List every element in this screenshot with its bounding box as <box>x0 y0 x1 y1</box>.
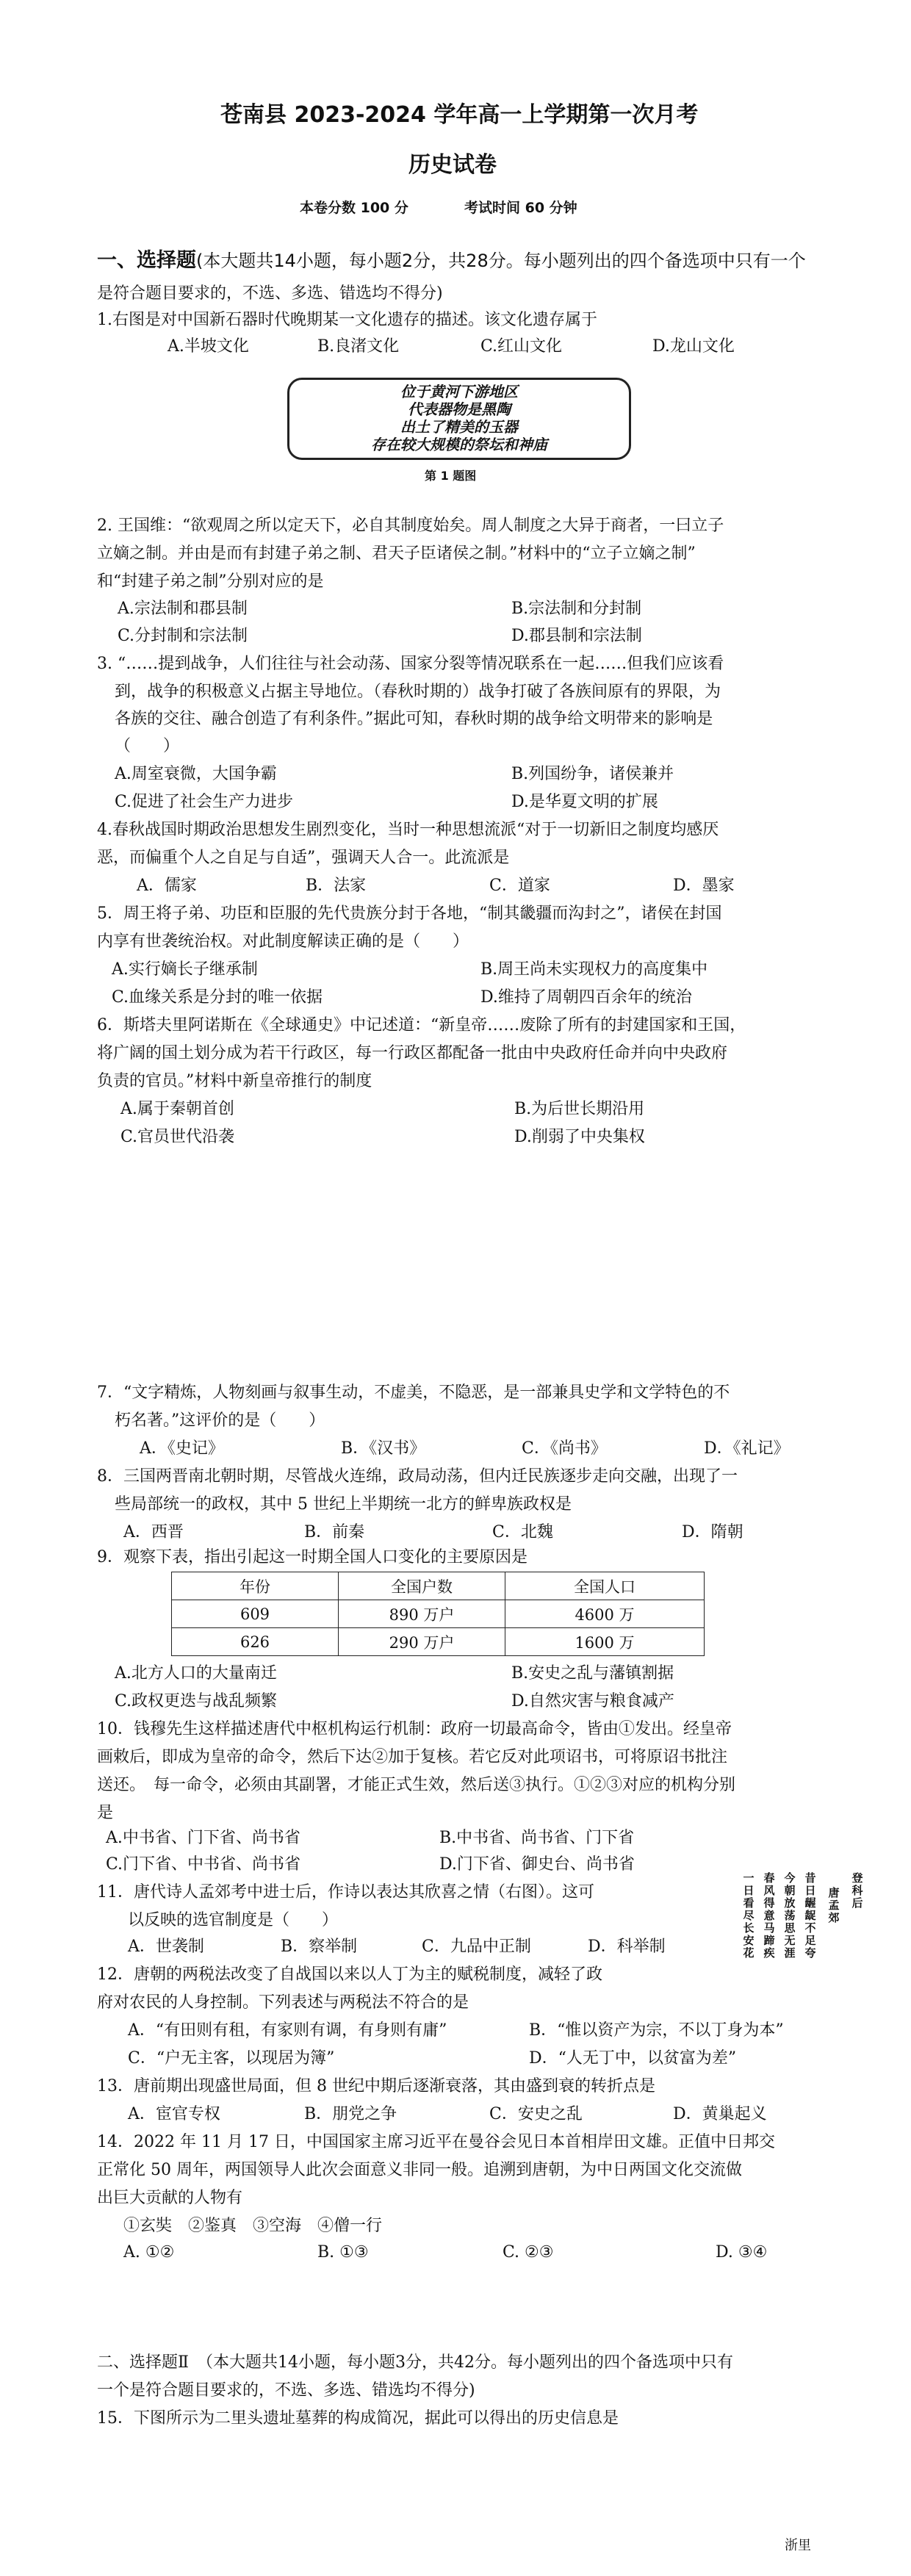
q5-line: 内享有世袭统治权。对此制度解读正确的是（ ） <box>97 932 469 951</box>
time-info: 考试时间 60 分钟 <box>464 200 577 216</box>
q7-line: 朽名著。”这评价的是（ ） <box>115 1411 325 1430</box>
q12-line: 12．唐朝的两税法改变了自战国以来以人丁为主的赋税制度，减轻了政 <box>97 1965 602 1984</box>
q10-option-b: B.中书省、尚书省、门下省 <box>439 1829 635 1847</box>
q1-figure-caption: 第 1 题图 <box>425 469 477 483</box>
q7-option-b: B．《汉书》 <box>341 1439 426 1458</box>
section2-heading: 二、选择题Ⅱ （本大题共14小题，每小题3分，共42分。每小题列出的四个备选项中只有 <box>97 2353 733 2372</box>
q4-line: 4.春秋战国时期政治思想发生剧烈变化，当时一种思想流派“对于一切新旧之制度均感厌 <box>97 821 719 839</box>
q3-line: 各族的交往、融合创造了有利条件。”据此可知，春秋时期的战争给文明带来的影响是 <box>115 710 713 728</box>
q11-option-d: D．科举制 <box>588 1938 666 1956</box>
score-info: 本卷分数 100 分 <box>300 200 408 216</box>
table-header-row <box>172 1572 705 1600</box>
q9-stem: 9．观察下表，指出引起这一时期全国人口变化的主要原因是 <box>97 1548 527 1566</box>
q3-option-d: D.是华夏文明的扩展 <box>511 793 658 811</box>
q7-option-d: D．《礼记》 <box>704 1439 790 1458</box>
q5-option-a: A.实行嫡长子继承制 <box>112 960 258 979</box>
q3-line: 3. “……提到战争，人们往往与社会动荡、国家分裂等情况联系在一起……但我们应该看 <box>97 655 724 673</box>
q10-option-d: D.门下省、御史台、尚书省 <box>439 1855 635 1874</box>
q15-line: 15．下图所示为二里头遗址墓葬的构成简况，据此可以得出的历史信息是 <box>97 2409 619 2428</box>
poem-column: 昔日龌龊不足夸 <box>804 1871 816 1960</box>
q6-option-c: C.官员世代沿袭 <box>120 1128 235 1146</box>
poem-column: 春风得意马蹄疾 <box>763 1871 775 1960</box>
q2-line: 2. 王国维：“欲观周之所以定天下，必自其制度始矣。周人制度之大异于商者，一曰立子 <box>97 517 724 535</box>
q13-option-b: B．朋党之争 <box>304 2105 397 2123</box>
q7-line: 7．“文字精炼，人物刻画与叙事生动，不虚美，不隐恶，是一部兼具史学和文学特色的不 <box>97 1384 730 1402</box>
q11-option-b: B．察举制 <box>281 1938 358 1956</box>
q1-figure-line: 出土了精美的玉器 <box>400 418 518 436</box>
q11-line: 以反映的选官制度是（ ） <box>128 1911 339 1929</box>
q1-figure-box <box>287 378 631 460</box>
q12-option-a: A．“有田则有租，有家则有调，有身则有庸” <box>128 2021 447 2040</box>
q12-line: 府对农民的人身控制。下列表述与两税法不符合的是 <box>97 1993 469 2012</box>
q7-option-c: C．《尚书》 <box>522 1439 607 1458</box>
section1-heading <box>97 248 806 273</box>
q3-line: （ ） <box>115 737 180 755</box>
poem-image <box>705 1872 867 1982</box>
q5-option-b: B.周王尚未实现权力的高度集中 <box>480 960 708 979</box>
q14-line: 出巨大贡献的人物有 <box>97 2189 243 2207</box>
q14-line: 正常化 50 周年，两国领导人此次会面意义非同一般。追溯到唐朝，为中日两国文化交流做 <box>97 2161 742 2179</box>
q7-option-a: A．《史记》 <box>140 1439 224 1458</box>
q14-option-a: A. ①② <box>123 2243 175 2262</box>
q2-line: 和“封建子弟之制”分别对应的是 <box>97 572 324 591</box>
q8-option-c: C．北魏 <box>492 1523 553 1541</box>
q12-option-c: C．“户无主客，以现居为簿” <box>128 2049 335 2068</box>
section1-intro-cont: 是符合题目要求的，不选、多选、错选均不得分) <box>97 284 443 303</box>
q11-option-c: C．九品中正制 <box>422 1938 531 1956</box>
q2-option-b: B.宗法制和分封制 <box>511 600 642 618</box>
table-cell: 1600 万 <box>505 1628 705 1656</box>
exam-title: 苍南县 2023-2024 学年高一上学期第一次月考 <box>220 102 699 128</box>
q14-items: ①玄奘 ②鉴真 ③空海 ④僧一行 <box>123 2217 383 2235</box>
footer-mark: 浙里 <box>785 2538 811 2553</box>
q10-line: 画敕后，即成为皇帝的命令，然后下达②加于复核。若它反对此项诏书，可将原诏书批注 <box>97 1748 728 1766</box>
q9-option-b: B.安史之乱与藩镇割据 <box>511 1664 674 1683</box>
q6-line: 将广阔的国土划分成为若干行政区，每一行政区都配备一批由中央政府任命并向中央政府 <box>97 1044 728 1062</box>
table-cell: 4600 万 <box>505 1600 705 1628</box>
q1-figure-line: 代表器物是黑陶 <box>408 400 511 418</box>
q8-option-b: B．前秦 <box>304 1523 365 1541</box>
q2-line: 立嫡之制。并由是而有封建子弟之制、君天子臣诸侯之制。”材料中的“立子立嫡之制” <box>97 544 696 563</box>
table-cell: 890 万户 <box>339 1600 505 1628</box>
q4-option-a: A．儒家 <box>137 877 197 895</box>
q6-line: 6．斯塔夫里阿诺斯在《全球通史》中记述道：“新皇帝……废除了所有的封建国家和王国， <box>97 1016 746 1035</box>
q1-option-c: C.红山文化 <box>480 337 563 356</box>
q1-figure-line: 位于黄河下游地区 <box>400 383 518 400</box>
q8-option-d: D．隋朝 <box>682 1523 743 1541</box>
q9-option-c: C.政权更迭与战乱频繁 <box>115 1692 278 1710</box>
poem-column: 一日看尽长安花 <box>743 1871 755 1960</box>
q13-line: 13．唐前期出现盛世局面，但 8 世纪中期后逐渐衰落，其由盛到衰的转折点是 <box>97 2077 655 2095</box>
section1-title: 一、选择题 <box>97 249 196 272</box>
q5-line: 5．周王将子弟、功臣和臣服的先代贵族分封于各地，“制其畿疆而沟封之”，诸侯在封国 <box>97 904 722 923</box>
q9-population-table <box>171 1572 705 1656</box>
q6-option-d: D.削弱了中央集权 <box>514 1128 645 1146</box>
poem-title: 登科后 <box>851 1871 863 1910</box>
q13-option-c: C．安史之乱 <box>489 2105 583 2123</box>
q8-line: 8．三国两晋南北朝时期，尽管战火连绵，政局动荡，但内迁民族逐步走向交融，出现了一 <box>97 1467 738 1486</box>
table-header-cell: 全国人口 <box>505 1572 705 1600</box>
q10-line: 送还。 每一命令，必须由其副署，才能正式生效，然后送③执行。①②③对应的机构分别 <box>97 1776 736 1794</box>
q8-line: 些局部统一的政权，其中 5 世纪上半期统一北方的鲜卑族政权是 <box>115 1495 572 1514</box>
subject-title: 历史试卷 <box>408 152 497 178</box>
q1-figure-line: 存在较大规模的祭坛和神庙 <box>371 436 547 453</box>
q13-option-d: D．黄巢起义 <box>673 2105 767 2123</box>
table-header-cell: 全国户数 <box>339 1572 505 1600</box>
q14-option-d: D. ③④ <box>716 2243 768 2262</box>
section2-intro: 一个是符合题目要求的，不选、多选、错选均不得分) <box>97 2381 475 2400</box>
q14-option-b: B. ①③ <box>317 2243 369 2262</box>
q1-option-d: D.龙山文化 <box>652 337 735 356</box>
table-row <box>172 1628 705 1656</box>
table-header-cell: 年份 <box>172 1572 339 1600</box>
table-cell: 626 <box>172 1628 339 1656</box>
q4-option-b: B．法家 <box>306 877 367 895</box>
q14-option-c: C. ②③ <box>503 2243 554 2262</box>
section1-intro: (本大题共14小题，每小题2分，共28分。每小题列出的四个备选项中只有一个 <box>196 251 806 271</box>
table-cell: 609 <box>172 1600 339 1628</box>
q10-line: 是 <box>97 1804 114 1822</box>
q1-stem: 1.右图是对中国新石器时代晚期某一文化遗存的描述。该文化遗存属于 <box>97 311 597 329</box>
q10-option-a: A.中书省、门下省、尚书省 <box>106 1829 300 1847</box>
q4-option-d: D．墨家 <box>673 877 735 895</box>
q12-option-b: B．“惟以资产为宗，不以丁身为本” <box>529 2021 784 2040</box>
q8-option-a: A．西晋 <box>123 1523 184 1541</box>
q3-line: 到，战争的积极意义占据主导地位。（春秋时期的）战争打破了各族间原有的界限，为 <box>115 683 721 701</box>
q5-option-d: D.维持了周朝四百余年的统治 <box>480 988 692 1007</box>
table-cell: 290 万户 <box>339 1628 505 1656</box>
q2-option-d: D.郡县制和宗法制 <box>511 627 642 645</box>
q4-option-c: C．道家 <box>489 877 550 895</box>
q2-option-a: A.宗法制和郡县制 <box>118 600 248 618</box>
q13-option-a: A．宦官专权 <box>128 2105 220 2123</box>
q3-option-c: C.促进了社会生产力进步 <box>115 793 294 811</box>
table-row <box>172 1600 705 1628</box>
poem-author: 唐 孟郊 <box>828 1886 851 1924</box>
q1-option-b: B.良渚文化 <box>317 337 400 356</box>
q9-option-a: A.北方人口的大量南迁 <box>115 1664 277 1683</box>
q6-line: 负责的官员。”材料中新皇帝推行的制度 <box>97 1072 372 1090</box>
q2-option-c: C.分封制和宗法制 <box>118 627 248 645</box>
q3-option-b: B.列国纷争，诸侯兼并 <box>511 765 674 783</box>
q14-line: 14．2022 年 11 月 17 日，中国国家主席习近平在曼谷会见日本首相岸田文雄。正值中日邦交 <box>97 2133 775 2151</box>
q3-option-a: A.周室衰微，大国争霸 <box>115 765 277 783</box>
q1-option-a: A.半坡文化 <box>168 337 249 356</box>
q11-option-a: A．世袭制 <box>128 1938 204 1956</box>
q10-option-c: C.门下省、中书省、尚书省 <box>106 1855 301 1874</box>
q12-option-d: D．“人无丁中，以贫富为差” <box>529 2049 737 2068</box>
q6-option-a: A.属于秦朝首创 <box>120 1100 234 1118</box>
poem-column: 今朝放荡思无涯 <box>784 1871 796 1960</box>
q6-option-b: B.为后世长期沿用 <box>514 1100 645 1118</box>
q11-line: 11．唐代诗人孟郊考中进士后，作诗以表达其欣喜之情（右图）。这可 <box>97 1883 594 1902</box>
q4-line: 恶，而偏重个人之自足与自适”，强调天人合一。此流派是 <box>97 849 510 867</box>
q9-option-d: D.自然灾害与粮食减产 <box>511 1692 674 1710</box>
q5-option-c: C.血缘关系是分封的唯一依据 <box>112 988 323 1007</box>
q10-line: 10．钱穆先生这样描述唐代中枢机构运行机制：政府一切最高命令，皆由①发出。经皇帝 <box>97 1720 732 1738</box>
